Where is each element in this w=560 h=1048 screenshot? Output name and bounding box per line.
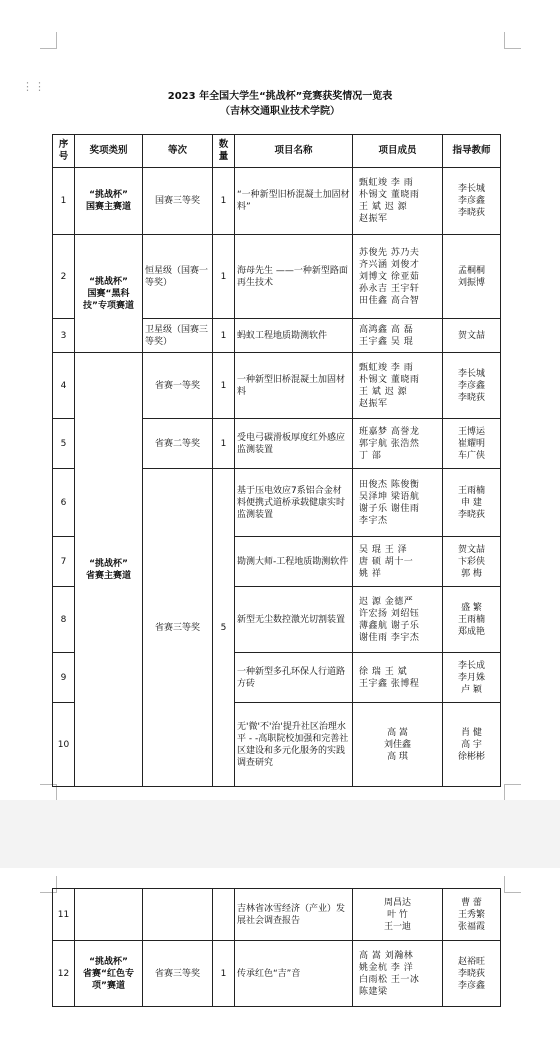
table-header-row bbox=[53, 135, 501, 168]
row-number: 8 bbox=[53, 587, 75, 653]
award-count: 5 bbox=[213, 469, 235, 787]
table-row bbox=[53, 941, 501, 1007]
header-cell: 项目名称 bbox=[235, 135, 353, 168]
award-level: 恒星级（国赛一等奖） bbox=[143, 235, 213, 319]
project-name: 一种新型多孔环保人行道路方砖 bbox=[235, 653, 353, 703]
award-level: 省赛三等奖 bbox=[143, 941, 213, 1007]
document-title: 2023 年全国大学生“挑战杯”竞赛获奖情况一览表 bbox=[167, 91, 393, 102]
page-corner-mark bbox=[504, 784, 521, 801]
page-gap bbox=[0, 800, 560, 868]
instructors: 王博运 崔耀明 车广侠 bbox=[443, 419, 501, 469]
project-members: 高 嵩 刘佳鑫 高 琪 bbox=[353, 703, 443, 787]
project-name: “一种新型旧桥混凝土加固材料” bbox=[235, 168, 353, 235]
row-number: 6 bbox=[53, 469, 75, 537]
award-count: 1 bbox=[213, 941, 235, 1007]
instructors: 李长城 李彦鑫 李晓荻 bbox=[443, 168, 501, 235]
project-members: 高 嵩 刘瀚林 姚金杭 李 洋 白雨松 王一冰 陈建梁 bbox=[353, 941, 443, 1007]
award-count: 1 bbox=[213, 319, 235, 353]
award-category: “挑战杯” 省赛主赛道 bbox=[75, 353, 143, 787]
award-count: 1 bbox=[213, 235, 235, 319]
project-members: 徐 瑞 王 斌 王宇鑫 张博程 bbox=[353, 653, 443, 703]
header-cell: 序号 bbox=[53, 135, 75, 168]
award-count: 1 bbox=[213, 353, 235, 419]
row-number: 5 bbox=[53, 419, 75, 469]
project-members: 迟 源 金德严 许宏扬 刘绍钰 薄鑫航 谢子乐 谢佳雨 李宇杰 bbox=[353, 587, 443, 653]
project-name: 传承红色“吉”音 bbox=[235, 941, 353, 1007]
instructors: 肖 健 高 宇 徐彬彬 bbox=[443, 703, 501, 787]
project-members: 甄虹竣 李 雨 朴锡文 董晓雨 王 斌 迟 源 赵振军 bbox=[353, 353, 443, 419]
row-number: 10 bbox=[53, 703, 75, 787]
project-name: 基于压电效应7系铝合金材料便携式道桥承载健康实时监测装置 bbox=[235, 469, 353, 537]
row-number: 11 bbox=[53, 889, 75, 941]
document-page-2 bbox=[0, 868, 560, 1048]
row-number: 1 bbox=[53, 168, 75, 235]
instructors: 盛 繁 王雨楠 郑成艳 bbox=[443, 587, 501, 653]
header-cell: 项目成员 bbox=[353, 135, 443, 168]
project-name: 一种新型旧桥混凝土加固材料 bbox=[235, 353, 353, 419]
award-category bbox=[75, 889, 143, 941]
instructors: 曹 蕾 王秀繁 张福霞 bbox=[443, 889, 501, 941]
row-number: 12 bbox=[53, 941, 75, 1007]
project-members: 吴 琨 王 泽 唐 硕 胡十一 姚 祥 bbox=[353, 537, 443, 587]
instructors: 孟桐桐 刘振博 bbox=[443, 235, 501, 319]
row-number: 7 bbox=[53, 537, 75, 587]
project-members: 田俊杰 陈俊衡 吴泽坤 梁语航 谢子乐 谢佳雨 李宇杰 bbox=[353, 469, 443, 537]
header-cell: 指导教师 bbox=[443, 135, 501, 168]
instructors: 李长成 李月姝 卢 颖 bbox=[443, 653, 501, 703]
award-level: 省赛三等奖 bbox=[143, 469, 213, 787]
row-number: 9 bbox=[53, 653, 75, 703]
award-count: 1 bbox=[213, 168, 235, 235]
awards-table bbox=[52, 134, 501, 787]
project-name: 勘测大师-工程地质勘测软件 bbox=[235, 537, 353, 587]
award-level: 卫星级（国赛三等奖） bbox=[143, 319, 213, 353]
table-row bbox=[53, 353, 501, 419]
project-members: 班嘉梦 高誉龙 郭宇航 张浩然 丁 部 bbox=[353, 419, 443, 469]
header-cell: 数量 bbox=[213, 135, 235, 168]
row-number: 3 bbox=[53, 319, 75, 353]
awards-table-continued bbox=[52, 888, 501, 1007]
project-members: 苏俊先 苏乃夫 齐兴涵 刘俊才 刘博文 徐亚茹 孙永吉 王宇轩 田佳鑫 高合智 bbox=[353, 235, 443, 319]
instructors: 赵裕旺 李晓荻 李彦鑫 bbox=[443, 941, 501, 1007]
page-corner-mark bbox=[40, 32, 57, 49]
award-level bbox=[143, 889, 213, 941]
table-row bbox=[53, 168, 501, 235]
award-level: 省赛一等奖 bbox=[143, 353, 213, 419]
project-name: 新型无尘数控激光切割装置 bbox=[235, 587, 353, 653]
award-level: 国赛三等奖 bbox=[143, 168, 213, 235]
project-name: 无'微'不'治'提升社区治理水平 - -高职院校加强和完善社区建设和多元化服务的实践调查研究 bbox=[235, 703, 353, 787]
project-name: 吉林省冰雪经济（产业）发展社会调查报告 bbox=[235, 889, 353, 941]
award-category: “挑战杯” 国赛主赛道 bbox=[75, 168, 143, 235]
table-row bbox=[53, 235, 501, 319]
instructors: 贺文喆 bbox=[443, 319, 501, 353]
header-cell: 等次 bbox=[143, 135, 213, 168]
instructors: 王雨楠 申 建 李晓荻 bbox=[443, 469, 501, 537]
award-count: 1 bbox=[213, 419, 235, 469]
award-level: 省赛二等奖 bbox=[143, 419, 213, 469]
header-cell: 奖项类别 bbox=[75, 135, 143, 168]
row-number: 2 bbox=[53, 235, 75, 319]
project-members: 周昌达 叶 竹 王一迪 bbox=[353, 889, 443, 941]
page-corner-mark bbox=[504, 876, 521, 893]
award-category: “挑战杯” 省赛“红色专项”赛道 bbox=[75, 941, 143, 1007]
project-members: 高鸿鑫 高 磊 王宇鑫 吴 琨 bbox=[353, 319, 443, 353]
table-row bbox=[53, 889, 501, 941]
page-corner-mark bbox=[504, 32, 521, 49]
instructors: 李长城 李彦鑫 李晓荻 bbox=[443, 353, 501, 419]
document-subtitle: （吉林交通职业技术学院） bbox=[220, 106, 340, 117]
award-count bbox=[213, 889, 235, 941]
drag-handle-icon[interactable]: ⋮⋮ bbox=[22, 80, 46, 93]
project-name: 海母先生 ——一种新型路面再生技术 bbox=[235, 235, 353, 319]
project-name: 蚂蚁工程地质勘测软件 bbox=[235, 319, 353, 353]
instructors: 贺文喆 卞彩侠 郭 梅 bbox=[443, 537, 501, 587]
project-name: 受电弓碳滑板厚度红外感应监测装置 bbox=[235, 419, 353, 469]
award-category: “挑战杯” 国赛“黑科技”专项赛道 bbox=[75, 235, 143, 353]
project-members: 甄虹竣 李 雨 朴锡文 董晓雨 王 斌 迟 源 赵振军 bbox=[353, 168, 443, 235]
row-number: 4 bbox=[53, 353, 75, 419]
